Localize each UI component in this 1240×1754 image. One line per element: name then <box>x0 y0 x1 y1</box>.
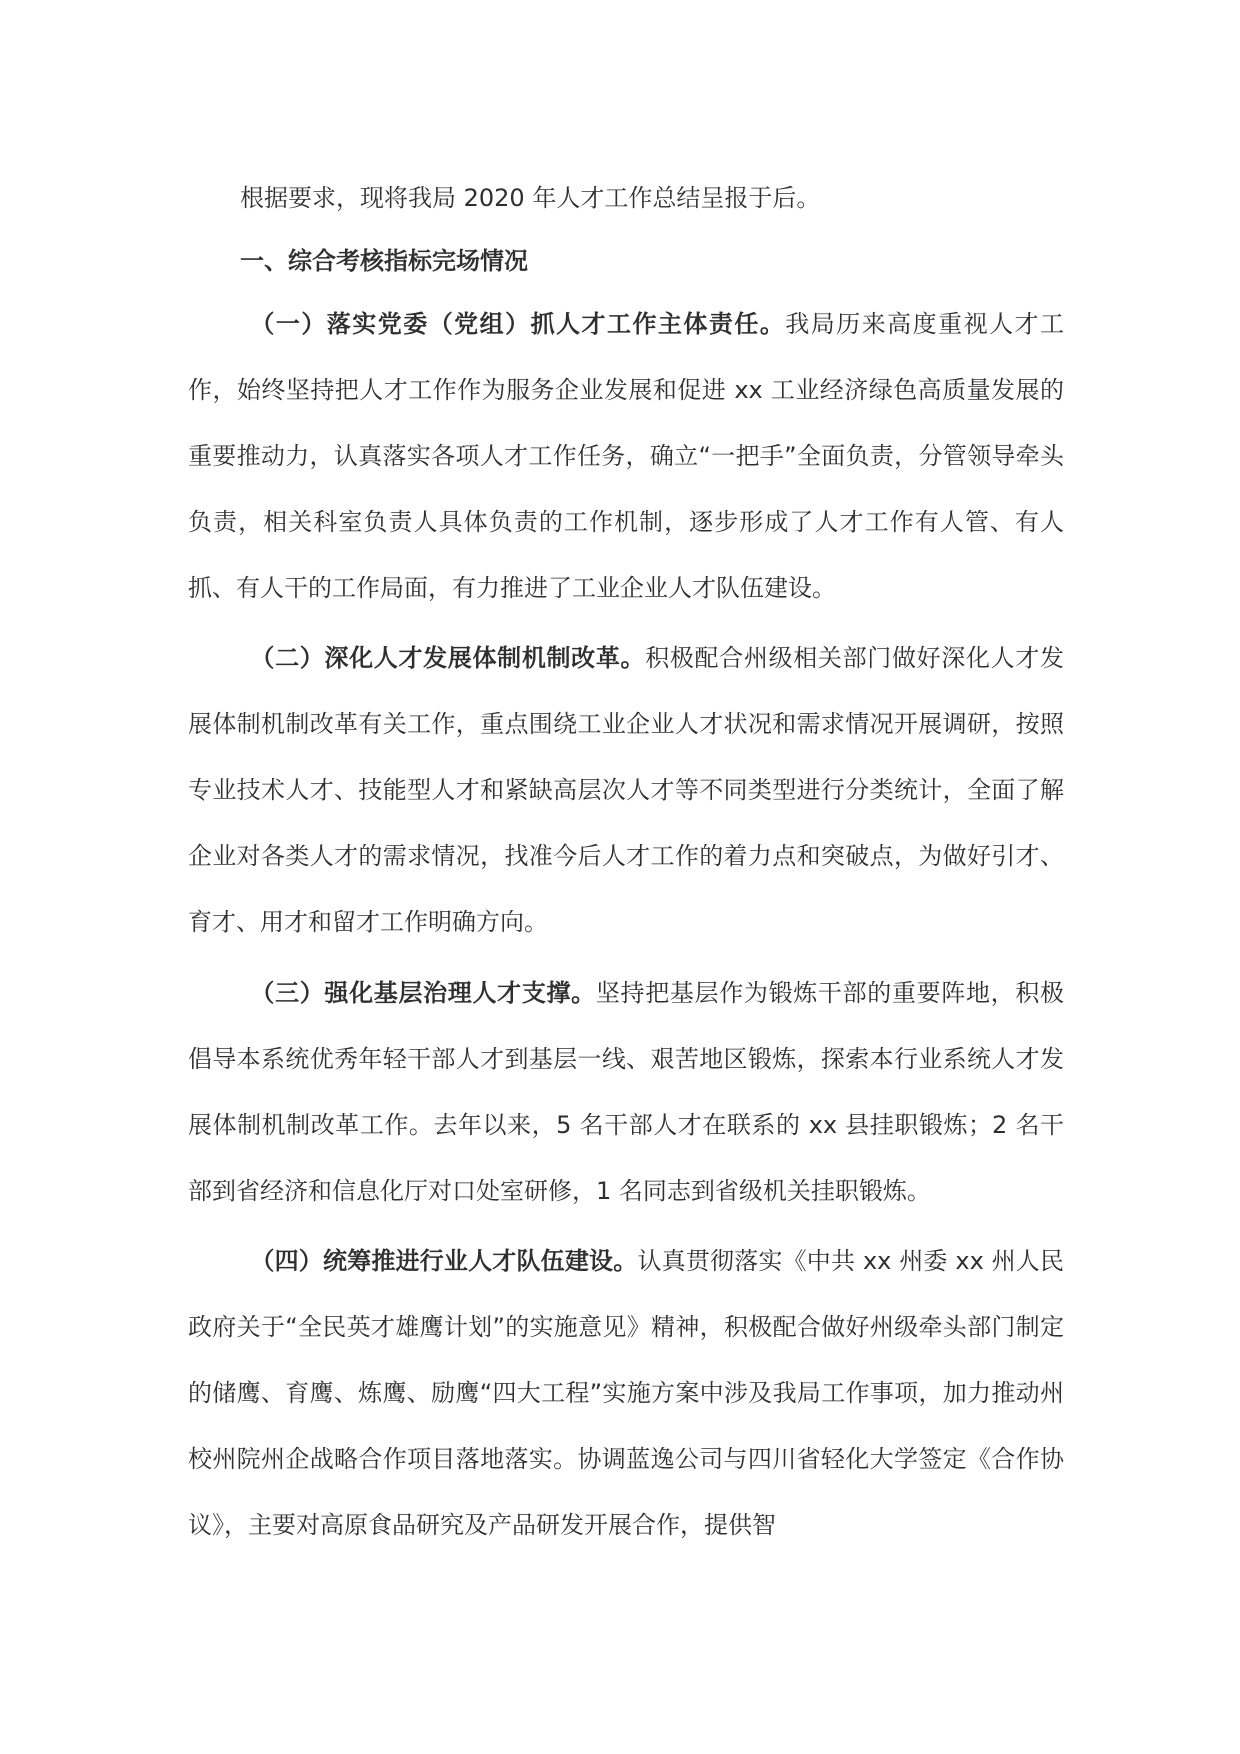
paragraph-4-body: 认真贯彻落实《中共 xx 州委 xx 州人民政府关于“全民英才雄鹰计划”的实施意见》精神，积极配合做好州级牵头部门制定的储鹰、育鹰、炼鹰、励鹰“四大工程”实施方案中涉及我局工作事项，加力推动州校州院州企战略合作项目落地落实。协调蓝逸公司与四川省轻化大学签定《合作协议》，主要对高原食品研究及产品研发开展合作，提供智 <box>188 1247 1065 1539</box>
paragraph-1-lead: （一）落实党委（党组）抓人才工作主体责任。 <box>250 310 786 338</box>
paragraph-2-body: 积极配合州级相关部门做好深化人才发展体制机制改革有关工作，重点围绕工业企业人才状况和需求情况开展调研，按照专业技术人才、技能型人才和紧缺高层次人才等不同类型进行分类统计，全面了解企业对各类人才的需求情况，找准今后人才工作的着力点和突破点，为做好引才、育才、用才和留才工作明确方向。 <box>188 644 1065 936</box>
paragraph-3-body: 坚持把基层作为锻炼干部的重要阵地，积极倡导本系统优秀年轻干部人才到基层一线、艰苦地区锻炼，探索本行业系统人才发展体制机制改革工作。去年以来，5 名干部人才在联系的 xx 县挂职锻炼；2 名干部到省经济和信息化厅对口处室研修，1 名同志到省级机关挂职锻炼。 <box>188 979 1064 1205</box>
paragraph-2-lead: （二）深化人才发展体制机制改革。 <box>250 644 646 672</box>
section-heading: 一、综合考核指标完场情况 <box>240 247 528 275</box>
intro-text: 根据要求，现将我局 2020 年人才工作总结呈报于后。 <box>240 184 821 212</box>
paragraph-1 <box>188 291 1064 621</box>
paragraph-4 <box>188 1228 1064 1558</box>
paragraph-2 <box>188 625 1064 955</box>
paragraph-1-body: 我局历来高度重视人才工作，始终坚持把人才工作作为服务企业发展和促进 xx 工业经济绿色高质量发展的重要推动力，认真落实各项人才工作任务，确立“一把手”全面负责，分管领导牵头负责，相关科室负责人具体负责的工作机制，逐步形成了人才工作有人管、有人抓、有人干的工作局面，有力推进了工业企业人才队伍建设。 <box>188 310 1065 602</box>
paragraph-4-lead: （四）统筹推进行业人才队伍建设。 <box>250 1247 638 1275</box>
paragraph-3-lead: （三）强化基层治理人才支撑。 <box>250 979 596 1007</box>
paragraph-3 <box>188 960 1064 1224</box>
